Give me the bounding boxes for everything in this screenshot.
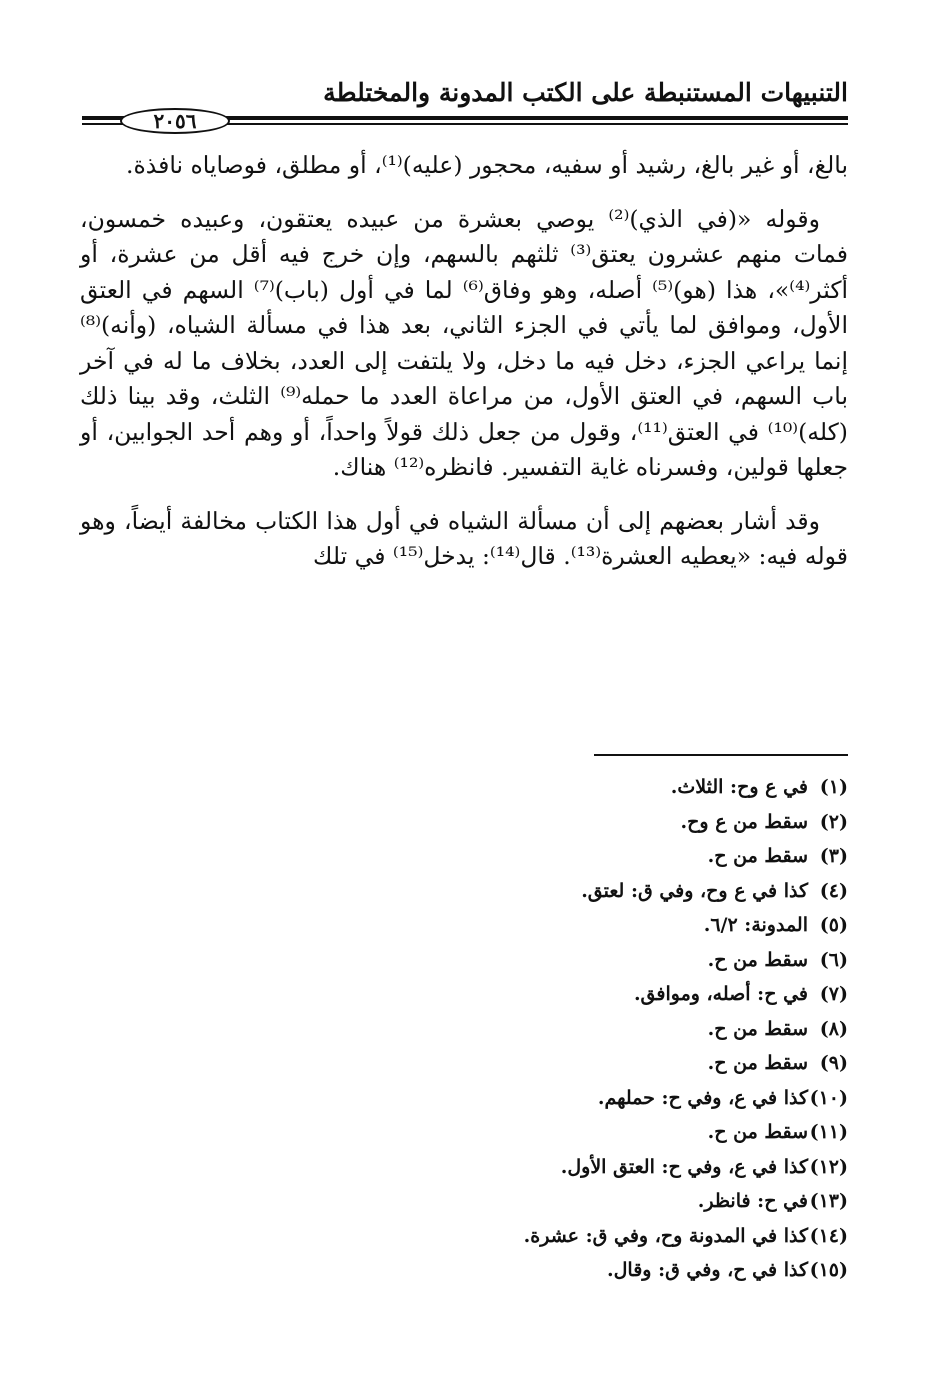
paragraph-3: وقد أشار بعضهم إلى أن مسألة الشياه في أول هذا الكتاب مخالفة أيضاً، وهو قوله فيه: «يعطيه العشرة⁽¹³⁾. قال⁽¹⁴⁾: يدخل⁽¹⁵⁾ في تلك — [80, 506, 848, 570]
footnote-item — [120, 943, 848, 978]
footnote-item — [120, 874, 848, 909]
footnote-number: (٤) — [819, 879, 848, 902]
footnote-text: في ع وح: الثلاث. — [670, 776, 808, 798]
footnote-text: كذا في ع، وفي ح: حملهم. — [597, 1086, 808, 1109]
footnote-number: (٩) — [819, 1052, 848, 1074]
footnote-text: كذا في ع، وفي ح: العتق الأول. — [560, 1155, 808, 1178]
footnote-number: (٢) — [819, 810, 848, 833]
footnote-text: في ح: فانظر. — [697, 1190, 808, 1212]
footnote-item — [120, 1046, 848, 1081]
footnote-text: سقط من ح. — [707, 845, 808, 867]
running-title: التنبيهات المستنبطة على الكتب المدونة والمختلطة — [323, 78, 848, 107]
footnote-item — [120, 977, 848, 1012]
footnote-item — [120, 1115, 848, 1150]
footnote-text: كذا في ح، وفي ق: وقال. — [606, 1259, 808, 1281]
footnote-item — [120, 908, 848, 943]
footnote-number: (١٤) — [809, 1224, 848, 1247]
header-rule — [82, 108, 848, 133]
footnote-number: (١٥) — [809, 1259, 848, 1281]
footnote-text: كذا في المدونة وح، وفي ق: عشرة. — [523, 1224, 808, 1247]
footnote-item — [120, 1219, 848, 1254]
footnote-separator — [594, 754, 848, 756]
footnote-text: سقط من ح. — [707, 1121, 808, 1143]
footnote-text: سقط من ح. — [707, 948, 808, 971]
footnote-item — [120, 805, 848, 840]
footnote-item — [120, 1081, 848, 1116]
footnote-number: (٣) — [819, 845, 848, 867]
page-header — [82, 74, 848, 134]
footnote-item — [120, 1150, 848, 1185]
footnote-item — [120, 1012, 848, 1047]
paragraph-1: بالغ، أو غير بالغ، رشيد أو سفيه، محجور (عليه)⁽¹⁾، أو مطلق، فوصاياه نافذة. — [125, 151, 848, 179]
paragraph-2: وقوله «(في الذي)⁽²⁾ يوصي بعشرة من عبيده يعتقون، وعبيده خمسون، فمات منهم عشرون يعتق⁽³⁾ ثلثهم بالسهم، وإن خرج فيه أقل من عشرة، أو أكثر⁽⁴⁾»، هذا (هو)⁽⁵⁾ أصله، وهو وفاق⁽⁶⁾ لما في أول (باب)⁽⁷⁾ السهم في العتق الأول، وموافق لما يأتي في الجزء الثاني، بعد هذا في مسألة الشياه، (وأنه)⁽⁸⁾ إنما يراعي الجزء، دخل فيه ما دخل، ولا يلتفت إلى العدد، بخلاف ما له في آخر باب السهم، في العتق الأول، من مراعاة العدد ما حمله⁽⁹⁾ الثلث، وقد بينا ذلك (كله)⁽¹⁰⁾ في العتق⁽¹¹⁾، وقول من جعل ذلك قولاً واحداً، أو وهم أحد الجوابين، أو جعلها قولين، وفسرناه غاية التفسير. فانظره⁽¹²⁾ هناك. — [80, 204, 849, 481]
footnote-text: في ح: أصله، وموافق. — [633, 983, 808, 1005]
page-number: ٢٠٥٦ — [120, 108, 230, 134]
footnote-number: (٧) — [819, 983, 848, 1005]
footnote-number: (١١) — [809, 1121, 848, 1143]
footnote-item — [120, 839, 848, 874]
footnote-item — [120, 770, 848, 805]
footnote-number: (٨) — [819, 1017, 848, 1040]
footnote-text: المدونة: ٦/٢. — [703, 914, 808, 936]
footnote-number: (١٣) — [809, 1190, 848, 1212]
main-text — [80, 148, 848, 593]
footnote-item — [120, 1184, 848, 1219]
footnote-number: (٥) — [819, 914, 848, 936]
footnote-number: (١٠) — [809, 1086, 848, 1109]
footnote-number: (٦) — [819, 948, 848, 971]
footnote-text: سقط من ح. — [707, 1052, 808, 1074]
footnotes-list — [120, 770, 848, 1288]
footnote-text: سقط من ح. — [707, 1017, 808, 1040]
footnote-number: (١٢) — [809, 1155, 848, 1178]
footnote-text: سقط من ع وح. — [680, 810, 808, 833]
footnote-item — [120, 1253, 848, 1288]
footnote-number: (١) — [819, 776, 848, 798]
footnote-text: كذا في ع وح، وفي ق: لعتق. — [581, 879, 808, 902]
